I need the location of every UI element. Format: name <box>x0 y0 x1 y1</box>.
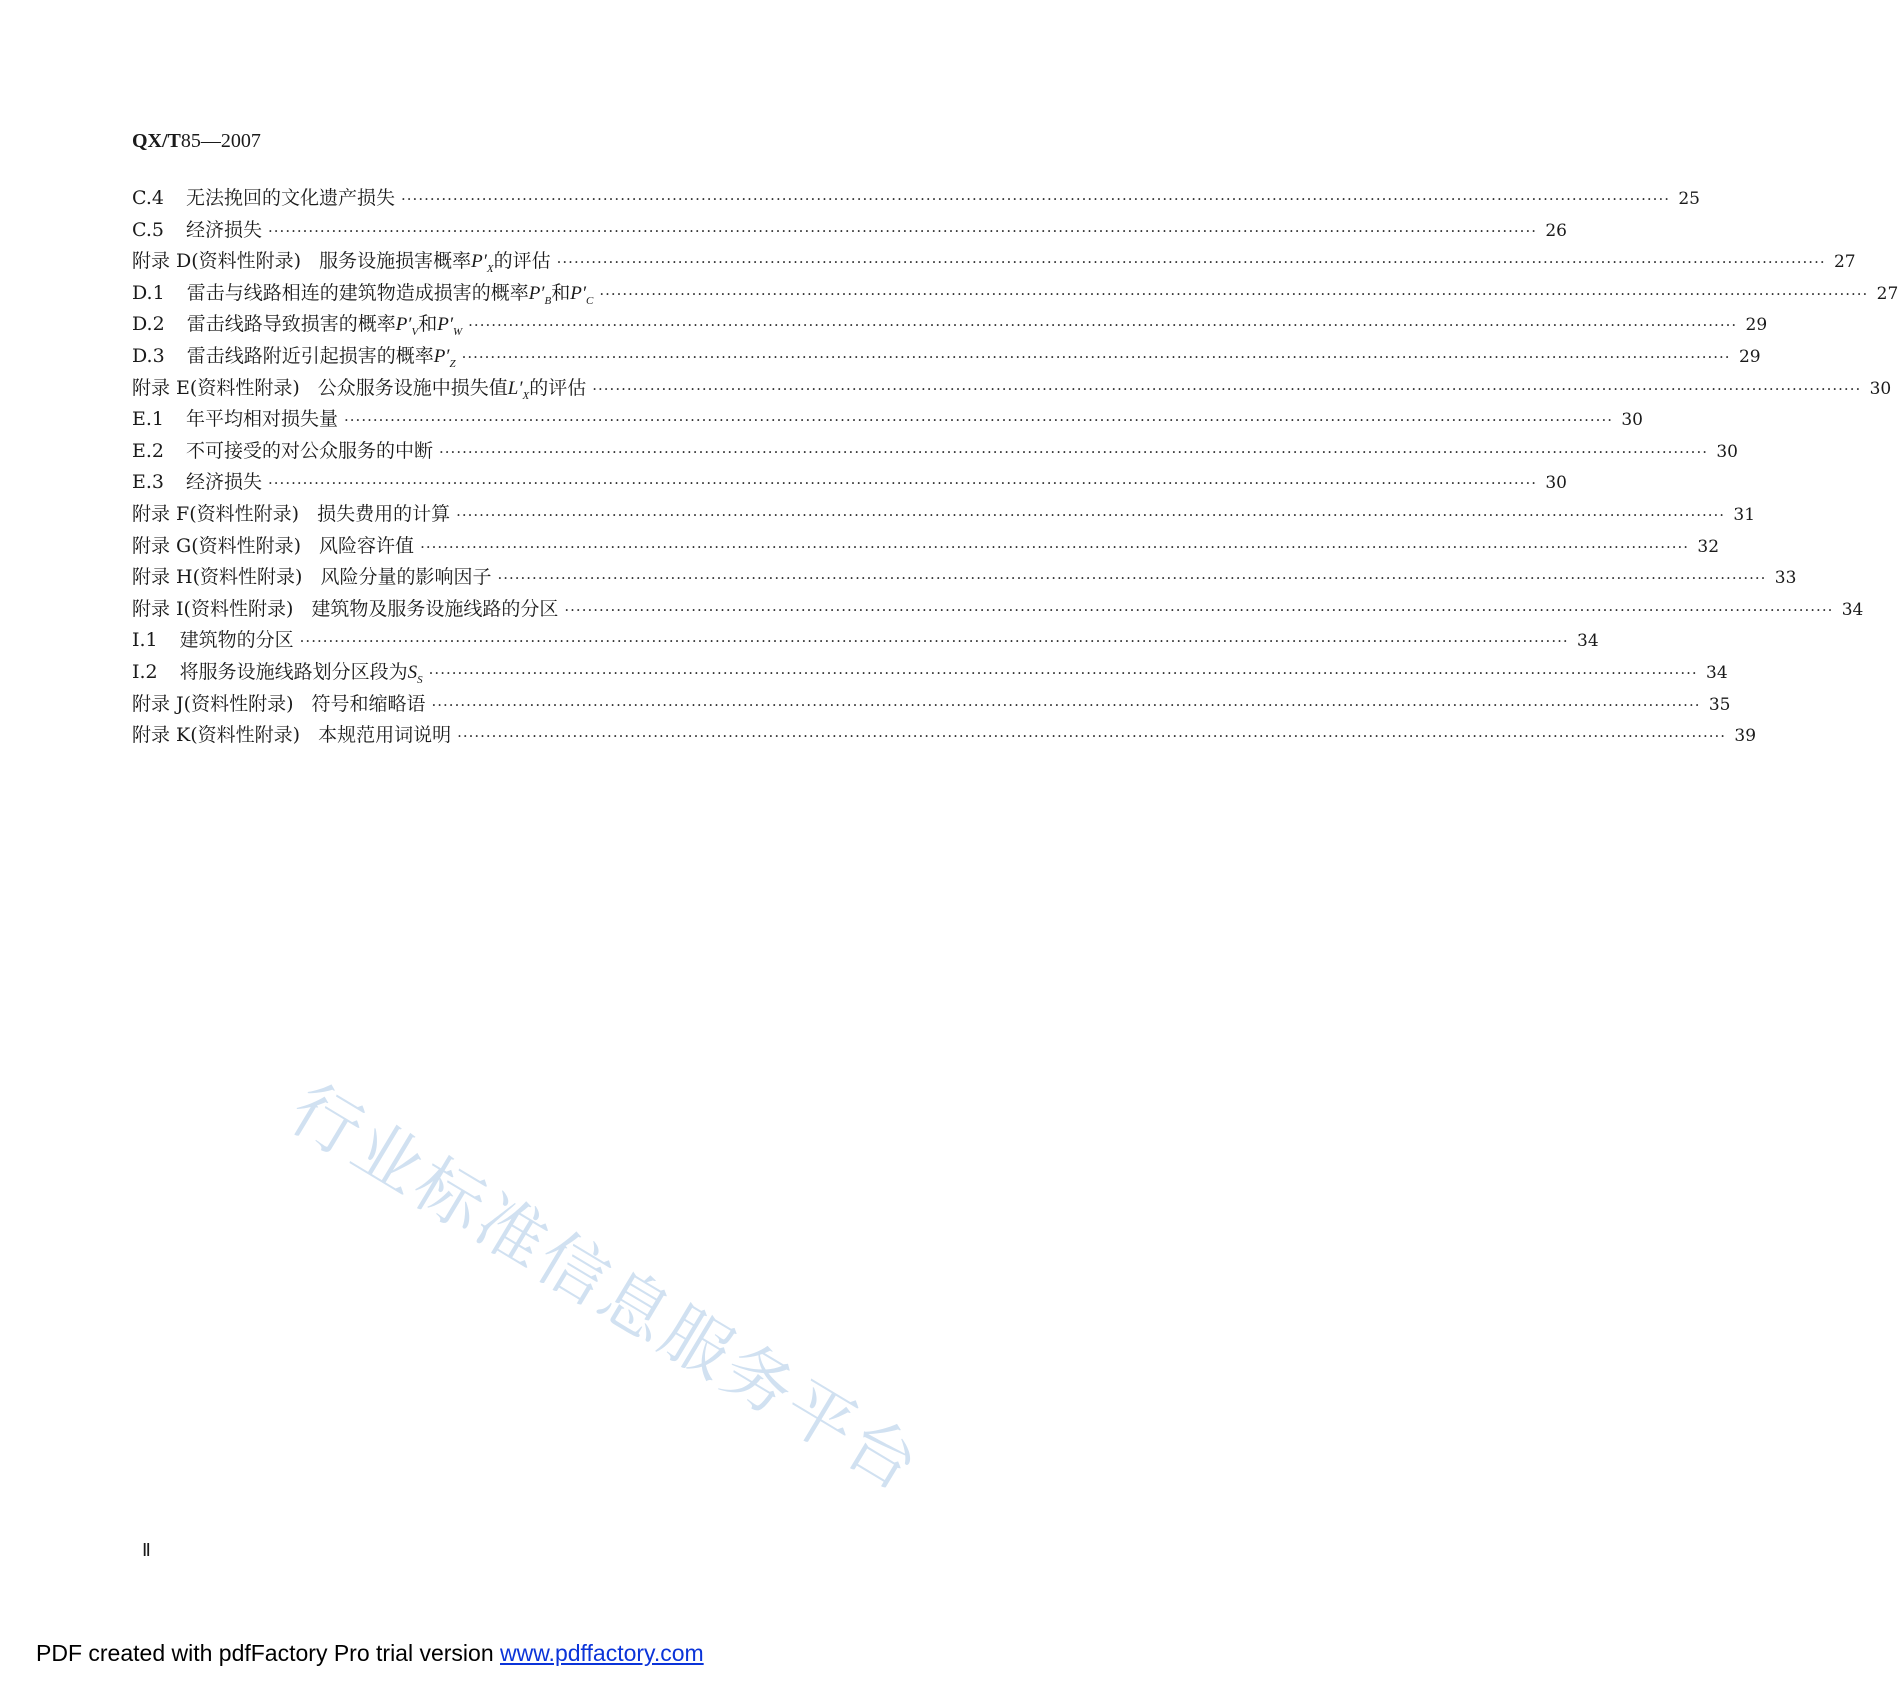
toc-section-number: D.1 <box>132 281 165 304</box>
toc-dot-leader: ···························································································································································································································· <box>268 474 1537 493</box>
toc-section-number: E.1 <box>132 408 164 431</box>
toc-math-symbol: L′ <box>507 377 523 399</box>
toc-title-text: 雷击与线路相连的建筑物造成损害的概率 <box>186 281 529 304</box>
toc-entry-title <box>186 404 338 436</box>
toc-page-number: 26 <box>1545 220 1567 241</box>
toc-page-number: 33 <box>1774 568 1797 589</box>
toc-dot-leader: ···························································································································································································································· <box>468 316 1738 335</box>
toc-title-text: 无法挽回的文化遗产损失 <box>186 187 396 209</box>
toc-entry-label <box>132 562 491 594</box>
toc-page-number: 32 <box>1697 536 1720 557</box>
toc-title-text: 公众服务设施中损失值 <box>317 376 508 399</box>
toc-math-symbol: S <box>407 661 418 683</box>
toc-dot-leader: ···························································································································································································································· <box>556 253 1826 272</box>
toc-section-number: C.5 <box>132 218 164 241</box>
toc-appendix-prefix: 附录 I(资料性附录) <box>132 597 294 620</box>
toc-title-text: 将服务设施线路划分区段为 <box>179 660 408 683</box>
toc-entry-label <box>132 215 262 247</box>
toc-math-subscript: S <box>417 673 423 686</box>
toc-appendix-prefix: 附录 G(资料性附录) <box>132 534 302 557</box>
toc-entry-title <box>318 720 451 752</box>
toc-math-subscript: B <box>544 294 552 307</box>
toc-title-text: 和 <box>551 281 571 304</box>
toc-section-number: E.3 <box>132 471 164 494</box>
toc-section-number: D.3 <box>132 344 165 367</box>
toc-entry[interactable] <box>132 499 1756 531</box>
toc-title-text: 的评估 <box>529 376 587 399</box>
toc-page-number: 27 <box>1876 283 1898 304</box>
toc-entry[interactable] <box>132 625 1599 657</box>
toc-entry-label <box>132 625 294 657</box>
toc-entry-label <box>132 436 433 468</box>
toc-dot-leader: ···························································································································································································································· <box>439 442 1708 461</box>
footer-link[interactable]: www.pdffactory.com <box>500 1640 704 1666</box>
toc-entry-title <box>180 625 294 657</box>
toc-title-text: 不可接受的对公众服务的中断 <box>186 439 434 462</box>
toc-entry[interactable] <box>132 404 1643 436</box>
toc-dot-leader: ···························································································································································································································· <box>420 537 1690 556</box>
toc-entry[interactable] <box>132 278 1898 310</box>
toc-entry[interactable] <box>132 562 1797 594</box>
toc-dot-leader: ···························································································································································································································· <box>457 727 1727 746</box>
toc-entry[interactable] <box>132 720 1757 752</box>
toc-entry-title <box>186 215 262 247</box>
toc-entry-label <box>132 499 450 531</box>
toc-entry-label <box>132 467 262 499</box>
toc-entry[interactable] <box>132 215 1567 247</box>
toc-dot-leader: ···························································································································································································································· <box>592 379 1862 398</box>
toc-entry[interactable] <box>132 183 1700 215</box>
toc-math-symbol: P′ <box>437 314 453 336</box>
toc-entry-label <box>132 594 558 626</box>
toc-title-text: 损失费用的计算 <box>317 502 451 525</box>
toc-section-number: C.4 <box>132 187 164 209</box>
toc-dot-leader: ···························································································································································································································· <box>299 632 1569 651</box>
toc-page-number: 34 <box>1841 599 1864 620</box>
toc-math-subscript: C <box>585 294 594 307</box>
toc-title-text: 年平均相对损失量 <box>186 408 339 431</box>
toc-entry-title <box>319 531 414 563</box>
toc-section-number: D.2 <box>132 313 165 336</box>
toc-page-number: 31 <box>1733 504 1756 525</box>
toc-appendix-prefix: 附录 J(资料性附录) <box>132 692 294 715</box>
toc-title-text: 建筑物的分区 <box>179 629 294 652</box>
toc-dot-leader: ···························································································································································································································· <box>268 221 1537 240</box>
toc-appendix-prefix: 附录 F(资料性附录) <box>132 502 300 525</box>
toc-entry[interactable] <box>132 657 1728 689</box>
toc-dot-leader: ···························································································································································································································· <box>599 284 1869 303</box>
toc-dot-leader: ···························································································································································································································· <box>564 600 1834 619</box>
toc-entry-title <box>317 499 450 531</box>
toc-appendix-prefix: 附录 K(资料性附录) <box>132 724 301 747</box>
toc-math-symbol: P′ <box>570 282 586 304</box>
toc-page-number: 29 <box>1745 315 1768 336</box>
standard-number: 85—2007 <box>180 130 261 152</box>
toc-entry[interactable] <box>132 531 1720 563</box>
toc-math-subscript: V <box>411 326 419 339</box>
toc-section-number: I.1 <box>132 629 158 652</box>
toc-math-subscript: W <box>452 326 463 339</box>
toc-section-number: I.2 <box>132 660 158 683</box>
toc-title-text: 经济损失 <box>186 218 263 241</box>
toc-title-text: 经济损失 <box>186 471 263 494</box>
toc-dot-leader: ···························································································································································································································· <box>401 190 1670 208</box>
toc-title-text: 建筑物及服务设施线路的分区 <box>311 597 559 620</box>
standard-code: QX/T <box>132 130 181 152</box>
toc-math-subscript: X <box>522 389 530 402</box>
toc-dot-leader: ···························································································································································································································· <box>461 347 1731 366</box>
toc-entry-label <box>132 183 395 215</box>
toc-title-text: 的评估 <box>493 250 551 273</box>
toc-entry[interactable] <box>132 594 1864 626</box>
toc-page-number: 30 <box>1869 378 1892 399</box>
toc-entry-label <box>132 720 451 752</box>
toc-dot-leader: ···························································································································································································································· <box>497 569 1767 588</box>
toc-dot-leader: ···························································································································································································································· <box>344 411 1613 430</box>
toc-entry-title <box>186 183 395 215</box>
toc-entry-label <box>132 689 426 721</box>
toc-page-number: 25 <box>1678 189 1700 209</box>
toc-entry-title <box>186 436 433 468</box>
toc-entry-title <box>320 562 491 594</box>
toc-title-text: 本规范用词说明 <box>318 724 452 747</box>
toc-math-symbol: P′ <box>471 251 487 273</box>
toc-page-number: 35 <box>1708 694 1731 715</box>
toc-section-number: E.2 <box>132 439 164 462</box>
toc-math-symbol: P′ <box>433 345 450 367</box>
toc-dot-leader: ···························································································································································································································· <box>431 695 1701 714</box>
watermark: 行业标准信息服务平台 <box>276 1069 935 1509</box>
toc-entry[interactable] <box>132 373 1892 405</box>
toc-page-number: 29 <box>1738 346 1761 367</box>
toc-dot-leader: ···························································································································································································································· <box>456 505 1726 524</box>
toc-title-text: 服务设施损害概率 <box>319 250 472 273</box>
toc-page-number: 34 <box>1706 662 1728 683</box>
toc-page-number: 34 <box>1577 631 1599 652</box>
toc-entry[interactable] <box>132 436 1738 468</box>
toc-entry[interactable] <box>132 309 1768 341</box>
toc-title-text: 符号和缩略语 <box>311 692 426 715</box>
page-number: Ⅱ <box>142 1540 151 1560</box>
toc-entry[interactable] <box>132 246 1856 278</box>
toc-page-number: 30 <box>1621 410 1643 431</box>
toc-dot-leader: ···························································································································································································································· <box>428 663 1698 682</box>
toc-math-symbol: P′ <box>395 314 412 336</box>
table-of-contents <box>132 183 1898 752</box>
toc-math-subscript: Z <box>449 357 456 370</box>
toc-entry-label <box>132 404 338 436</box>
footer-text: PDF created with pdfFactory Pro trial version <box>36 1640 500 1666</box>
toc-entry-label <box>132 531 414 563</box>
toc-title-text: 和 <box>418 313 438 336</box>
toc-entry-title <box>186 467 262 499</box>
toc-page-number: 27 <box>1833 252 1856 273</box>
toc-appendix-prefix: 附录 H(资料性附录) <box>132 566 303 589</box>
toc-entry[interactable] <box>132 689 1731 721</box>
toc-title-text: 风险容许值 <box>319 534 415 557</box>
pdf-footer <box>36 1640 704 1667</box>
toc-entry[interactable] <box>132 341 1761 373</box>
toc-title-text: 风险分量的影响因子 <box>320 566 492 589</box>
toc-title-text: 雷击线路附近引起损害的概率 <box>186 344 434 367</box>
toc-entry-title <box>311 594 558 626</box>
toc-title-text: 雷击线路导致损害的概率 <box>186 313 396 336</box>
toc-page-number: 30 <box>1545 473 1567 494</box>
document-header <box>132 130 261 153</box>
toc-appendix-prefix: 附录 E(资料性附录) <box>132 376 300 399</box>
toc-math-subscript: X <box>486 262 494 275</box>
toc-math-symbol: P′ <box>528 282 545 304</box>
toc-entry[interactable] <box>132 467 1567 499</box>
toc-entry-title <box>311 689 425 721</box>
toc-appendix-prefix: 附录 D(资料性附录) <box>132 250 302 273</box>
toc-page-number: 39 <box>1734 726 1757 747</box>
toc-page-number: 30 <box>1716 441 1738 462</box>
